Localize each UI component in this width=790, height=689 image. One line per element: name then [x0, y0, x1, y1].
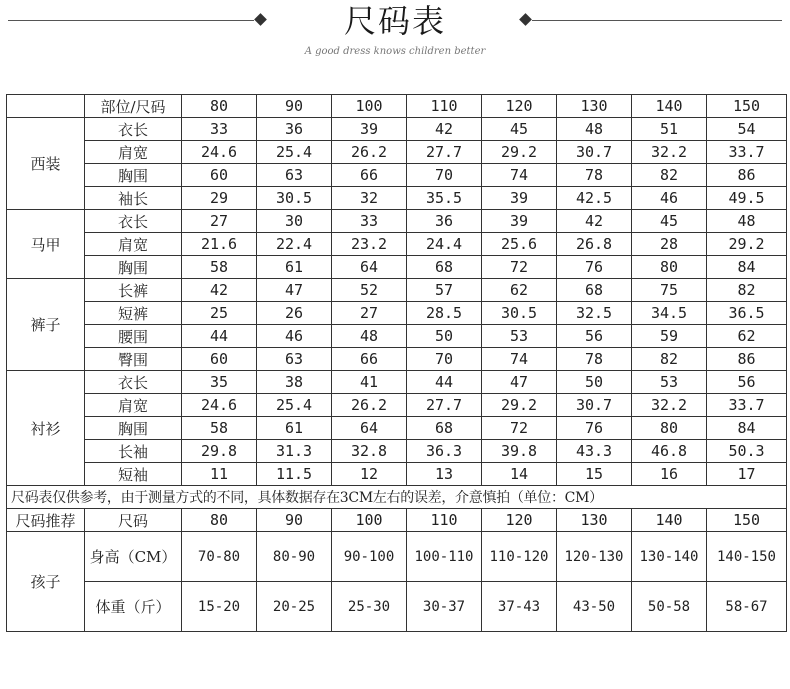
- measurement-value-cell: 12: [332, 463, 407, 486]
- recommend-size-cell: 120: [482, 509, 557, 532]
- measurement-value-cell: 15: [557, 463, 632, 486]
- measurement-value-cell: 74: [482, 348, 557, 371]
- measurement-value-cell: 25.6: [482, 233, 557, 256]
- measurement-value-cell: 13: [407, 463, 482, 486]
- recommend-value-cell: 130-140: [632, 532, 707, 582]
- measurement-label: 肩宽: [85, 394, 182, 417]
- measurement-label: 衣长: [85, 371, 182, 394]
- measurement-value-cell: 39: [482, 187, 557, 210]
- measurement-value-cell: 53: [482, 325, 557, 348]
- measurement-row: [7, 325, 787, 348]
- measurement-value-cell: 23.2: [332, 233, 407, 256]
- measurement-value-cell: 78: [557, 348, 632, 371]
- measurement-value-cell: 64: [332, 417, 407, 440]
- measurement-value-cell: 68: [557, 279, 632, 302]
- recommend-size-cell: 150: [707, 509, 787, 532]
- size-header-cell: 150: [707, 95, 787, 118]
- recommend-value-cell: 120-130: [557, 532, 632, 582]
- measurement-label: 腰围: [85, 325, 182, 348]
- measurement-label: 胸围: [85, 256, 182, 279]
- measurement-value-cell: 56: [707, 371, 787, 394]
- measurement-value-cell: 63: [257, 164, 332, 187]
- measurement-value-cell: 50: [407, 325, 482, 348]
- measurement-value-cell: 58: [182, 417, 257, 440]
- recommend-value-cell: 140-150: [707, 532, 787, 582]
- disclaimer-note: 尺码表仅供参考，由于测量方式的不同，具体数据存在3CM左右的误差，介意慎拍（单位：CM）: [7, 486, 787, 509]
- size-header-cell: 80: [182, 95, 257, 118]
- recommend-section-label: 尺码推荐: [7, 509, 85, 532]
- measurement-row: [7, 440, 787, 463]
- measurement-value-cell: 39.8: [482, 440, 557, 463]
- corner-cell: [7, 95, 85, 118]
- measurement-value-cell: 29.8: [182, 440, 257, 463]
- measurement-label: 肩宽: [85, 141, 182, 164]
- measurement-value-cell: 50.3: [707, 440, 787, 463]
- measurement-value-cell: 84: [707, 417, 787, 440]
- measurement-value-cell: 44: [182, 325, 257, 348]
- measurement-value-cell: 78: [557, 164, 632, 187]
- measurement-value-cell: 72: [482, 256, 557, 279]
- measurement-value-cell: 29: [182, 187, 257, 210]
- recommend-size-cell: 130: [557, 509, 632, 532]
- measurement-value-cell: 56: [557, 325, 632, 348]
- recommend-header-row: [7, 509, 787, 532]
- recommend-value-cell: 50-58: [632, 582, 707, 632]
- measurement-row: [7, 394, 787, 417]
- garment-category: 西装: [7, 118, 85, 210]
- measurement-value-cell: 33.7: [707, 394, 787, 417]
- measurement-row: [7, 302, 787, 325]
- recommend-value-cell: 80-90: [257, 532, 332, 582]
- measurement-value-cell: 30: [257, 210, 332, 233]
- measurement-value-cell: 41: [332, 371, 407, 394]
- measurement-value-cell: 25: [182, 302, 257, 325]
- recommend-value-cell: 58-67: [707, 582, 787, 632]
- measurement-value-cell: 68: [407, 256, 482, 279]
- measurement-row: [7, 164, 787, 187]
- measurement-label: 肩宽: [85, 233, 182, 256]
- measurement-value-cell: 62: [482, 279, 557, 302]
- recommend-value-cell: 43-50: [557, 582, 632, 632]
- measurement-value-cell: 28: [632, 233, 707, 256]
- measurement-value-cell: 42: [182, 279, 257, 302]
- recommend-size-cell: 90: [257, 509, 332, 532]
- measurement-value-cell: 24.6: [182, 141, 257, 164]
- measurement-value-cell: 80: [632, 256, 707, 279]
- recommend-value-cell: 25-30: [332, 582, 407, 632]
- measurement-value-cell: 32.2: [632, 394, 707, 417]
- measurement-value-cell: 22.4: [257, 233, 332, 256]
- measurement-row: [7, 118, 787, 141]
- measurement-value-cell: 61: [257, 417, 332, 440]
- size-header-cell: 90: [257, 95, 332, 118]
- measurement-value-cell: 74: [482, 164, 557, 187]
- recommend-size-label: 尺码: [85, 509, 182, 532]
- measurement-value-cell: 42: [557, 210, 632, 233]
- measurement-value-cell: 26.2: [332, 394, 407, 417]
- measurement-value-cell: 58: [182, 256, 257, 279]
- size-header-cell: 110: [407, 95, 482, 118]
- measurement-label: 衣长: [85, 118, 182, 141]
- recommend-row-label: 体重（斤）: [85, 582, 182, 632]
- recommend-size-cell: 140: [632, 509, 707, 532]
- measurement-value-cell: 47: [482, 371, 557, 394]
- measurement-value-cell: 39: [332, 118, 407, 141]
- measurement-row: [7, 141, 787, 164]
- measurement-value-cell: 75: [632, 279, 707, 302]
- note-row: [7, 486, 787, 509]
- measurement-label: 长裤: [85, 279, 182, 302]
- measurement-value-cell: 11: [182, 463, 257, 486]
- measurement-value-cell: 44: [407, 371, 482, 394]
- size-header-label: 部位/尺码: [85, 95, 182, 118]
- page-subtitle: A good dress knows children better: [304, 46, 486, 57]
- measurement-value-cell: 25.4: [257, 141, 332, 164]
- page-title: 尺码表: [343, 2, 446, 40]
- measurement-value-cell: 26.2: [332, 141, 407, 164]
- measurement-value-cell: 33.7: [707, 141, 787, 164]
- measurement-value-cell: 16: [632, 463, 707, 486]
- measurement-value-cell: 29.2: [707, 233, 787, 256]
- measurement-value-cell: 27: [332, 302, 407, 325]
- recommend-weight-row: [7, 582, 787, 632]
- measurement-value-cell: 27: [182, 210, 257, 233]
- measurement-value-cell: 14: [482, 463, 557, 486]
- garment-category: 衬衫: [7, 371, 85, 486]
- measurement-value-cell: 45: [632, 210, 707, 233]
- recommend-value-cell: 20-25: [257, 582, 332, 632]
- measurement-value-cell: 70: [407, 164, 482, 187]
- measurement-label: 衣长: [85, 210, 182, 233]
- measurement-value-cell: 21.6: [182, 233, 257, 256]
- measurement-row: [7, 463, 787, 486]
- measurement-value-cell: 86: [707, 164, 787, 187]
- measurement-value-cell: 26: [257, 302, 332, 325]
- size-header-row: [7, 95, 787, 118]
- measurement-value-cell: 28.5: [407, 302, 482, 325]
- measurement-value-cell: 35.5: [407, 187, 482, 210]
- measurement-row: [7, 233, 787, 256]
- measurement-value-cell: 53: [632, 371, 707, 394]
- recommend-value-cell: 100-110: [407, 532, 482, 582]
- measurement-label: 短袖: [85, 463, 182, 486]
- measurement-value-cell: 48: [707, 210, 787, 233]
- measurement-value-cell: 42.5: [557, 187, 632, 210]
- size-header-cell: 120: [482, 95, 557, 118]
- garment-category: 马甲: [7, 210, 85, 279]
- measurement-value-cell: 60: [182, 348, 257, 371]
- measurement-value-cell: 82: [632, 164, 707, 187]
- recommend-value-cell: 30-37: [407, 582, 482, 632]
- measurement-value-cell: 17: [707, 463, 787, 486]
- measurement-label: 胸围: [85, 417, 182, 440]
- measurement-label: 长袖: [85, 440, 182, 463]
- recommend-value-cell: 70-80: [182, 532, 257, 582]
- recommend-height-row: [7, 532, 787, 582]
- recommend-value-cell: 110-120: [482, 532, 557, 582]
- recommend-body: [7, 509, 787, 632]
- measurement-value-cell: 66: [332, 348, 407, 371]
- measurement-value-cell: 36.5: [707, 302, 787, 325]
- measurement-row: [7, 348, 787, 371]
- measurement-value-cell: 27.7: [407, 141, 482, 164]
- measurement-value-cell: 30.5: [482, 302, 557, 325]
- recommend-value-cell: 37-43: [482, 582, 557, 632]
- measurement-value-cell: 33: [332, 210, 407, 233]
- measurement-value-cell: 29.2: [482, 394, 557, 417]
- measurement-value-cell: 36: [407, 210, 482, 233]
- measurement-value-cell: 36.3: [407, 440, 482, 463]
- measurement-value-cell: 24.4: [407, 233, 482, 256]
- measurement-value-cell: 80: [632, 417, 707, 440]
- measurement-value-cell: 32.2: [632, 141, 707, 164]
- recommend-size-cell: 100: [332, 509, 407, 532]
- garment-category: 裤子: [7, 279, 85, 371]
- measurement-label: 臀围: [85, 348, 182, 371]
- measurement-value-cell: 45: [482, 118, 557, 141]
- size-header-cell: 100: [332, 95, 407, 118]
- measurement-value-cell: 76: [557, 417, 632, 440]
- measurement-value-cell: 35: [182, 371, 257, 394]
- measurement-row: [7, 371, 787, 394]
- measurement-value-cell: 25.4: [257, 394, 332, 417]
- measurement-value-cell: 82: [707, 279, 787, 302]
- measurement-value-cell: 30.7: [557, 141, 632, 164]
- measurement-value-cell: 84: [707, 256, 787, 279]
- measurement-value-cell: 54: [707, 118, 787, 141]
- recommend-size-cell: 80: [182, 509, 257, 532]
- measurement-value-cell: 61: [257, 256, 332, 279]
- recommend-value-cell: 90-100: [332, 532, 407, 582]
- measurement-value-cell: 42: [407, 118, 482, 141]
- measurement-value-cell: 34.5: [632, 302, 707, 325]
- measurement-row: [7, 187, 787, 210]
- measurement-row: [7, 417, 787, 440]
- measurement-value-cell: 59: [632, 325, 707, 348]
- measurement-value-cell: 62: [707, 325, 787, 348]
- measurement-value-cell: 32.5: [557, 302, 632, 325]
- size-header-cell: 130: [557, 95, 632, 118]
- measurement-value-cell: 72: [482, 417, 557, 440]
- recommend-size-cell: 110: [407, 509, 482, 532]
- measurement-value-cell: 46: [257, 325, 332, 348]
- measurement-label: 袖长: [85, 187, 182, 210]
- measurement-value-cell: 38: [257, 371, 332, 394]
- measurement-value-cell: 49.5: [707, 187, 787, 210]
- measurement-value-cell: 32: [332, 187, 407, 210]
- measurement-value-cell: 86: [707, 348, 787, 371]
- measurement-row: [7, 256, 787, 279]
- measurement-value-cell: 48: [557, 118, 632, 141]
- measurement-label: 短裤: [85, 302, 182, 325]
- measurement-value-cell: 11.5: [257, 463, 332, 486]
- measurement-value-cell: 26.8: [557, 233, 632, 256]
- header-rule-right: [532, 20, 782, 21]
- measurement-value-cell: 47: [257, 279, 332, 302]
- size-header-cell: 140: [632, 95, 707, 118]
- measurement-value-cell: 27.7: [407, 394, 482, 417]
- measurement-row: [7, 210, 787, 233]
- note-body: [7, 486, 787, 509]
- measurement-value-cell: 31.3: [257, 440, 332, 463]
- measurement-value-cell: 43.3: [557, 440, 632, 463]
- measurement-value-cell: 64: [332, 256, 407, 279]
- measurement-value-cell: 51: [632, 118, 707, 141]
- measurement-value-cell: 33: [182, 118, 257, 141]
- measurement-value-cell: 50: [557, 371, 632, 394]
- measurement-value-cell: 70: [407, 348, 482, 371]
- measurement-value-cell: 46.8: [632, 440, 707, 463]
- measurement-value-cell: 66: [332, 164, 407, 187]
- measurement-value-cell: 76: [557, 256, 632, 279]
- measurement-value-cell: 30.5: [257, 187, 332, 210]
- measurement-value-cell: 52: [332, 279, 407, 302]
- recommend-value-cell: 15-20: [182, 582, 257, 632]
- recommend-group-name: 孩子: [7, 532, 85, 632]
- measurement-label: 胸围: [85, 164, 182, 187]
- measurement-value-cell: 39: [482, 210, 557, 233]
- measurement-value-cell: 82: [632, 348, 707, 371]
- measurement-value-cell: 29.2: [482, 141, 557, 164]
- measurement-value-cell: 57: [407, 279, 482, 302]
- measurement-value-cell: 30.7: [557, 394, 632, 417]
- measurement-value-cell: 68: [407, 417, 482, 440]
- measurement-value-cell: 48: [332, 325, 407, 348]
- measurement-value-cell: 32.8: [332, 440, 407, 463]
- page-header: [0, 0, 790, 90]
- recommend-row-label: 身高（CM）: [85, 532, 182, 582]
- measurement-value-cell: 36: [257, 118, 332, 141]
- measurement-value-cell: 46: [632, 187, 707, 210]
- measurement-value-cell: 63: [257, 348, 332, 371]
- size-chart-table: [6, 94, 787, 632]
- measurement-value-cell: 24.6: [182, 394, 257, 417]
- size-chart-body: [7, 95, 787, 486]
- measurement-value-cell: 60: [182, 164, 257, 187]
- measurement-row: [7, 279, 787, 302]
